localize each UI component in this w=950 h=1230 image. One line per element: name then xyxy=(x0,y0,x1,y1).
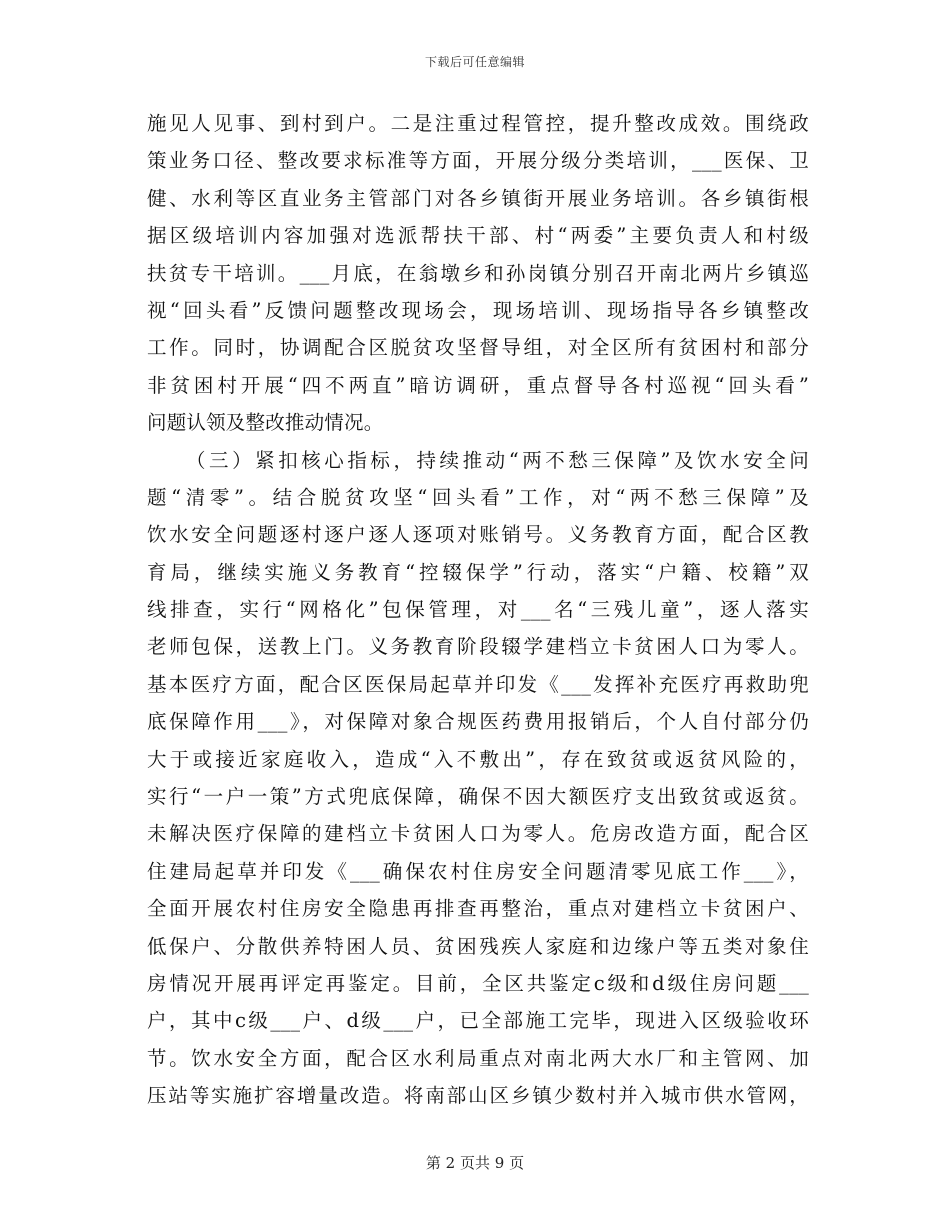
text-line: 户，其中c级___户、d级___户，已全部施工完毕，现进入区级验收环 xyxy=(147,1009,809,1033)
text-line: 全面开展农村住房安全隐患再排查再整治，重点对建档立卡贫困户、 xyxy=(147,897,809,921)
page-header: 下载后可任意编辑 xyxy=(424,55,525,69)
text-line: 未解决医疗保障的建档立卡贫困人口为零人。危房改造方面，配合区 xyxy=(147,822,809,846)
text-line: 住建局起草并印发《___确保农村住房安全问题清零见底工作___》， xyxy=(147,859,809,883)
text-line: 施见人见事、到村到户。二是注重过程管控，提升整改成效。围绕政 xyxy=(147,112,809,135)
text-line: 饮水安全问题逐村逐户逐人逐项对账销号。义务教育方面，配合区教 xyxy=(147,523,809,547)
text-line: 实行“一户一策”方式兜底保障，确保不因大额医疗支出致贫或返贫。 xyxy=(147,785,809,809)
text-line: 题“清零”。结合脱贫攻坚“回头看”工作，对“两不愁三保障”及 xyxy=(147,485,809,509)
text-line: 视“回头看”反馈问题整改现场会，现场培训、现场指导各乡镇整改 xyxy=(147,298,809,322)
text-line: 基本医疗方面，配合区医保局起草并印发《___发挥补充医疗再救助兜 xyxy=(147,672,809,696)
text-line: 大于或接近家庭收入，造成“入不敷出”，存在致贫或返贫风险的， xyxy=(147,747,809,771)
text-line: 老师包保，送教上门。义务教育阶段辍学建档立卡贫困人口为零人。 xyxy=(147,635,809,659)
document-body xyxy=(147,105,809,1115)
text-line: 低保户、分散供养特困人员、贫困残疾人家庭和边缘户等五类对象住 xyxy=(147,934,809,958)
paragraph-end-line: 问题认领及整改推动情况。 xyxy=(147,411,384,435)
text-line: 线排查，实行“网格化”包保管理，对___名“三残儿童”，逐人落实 xyxy=(147,598,809,622)
text-line: 工作。同时，协调配合区脱贫攻坚督导组，对全区所有贫困村和部分 xyxy=(147,336,809,360)
page-number: 第 2 页共 9 页 xyxy=(425,1154,525,1172)
text-line: 据区级培训内容加强对选派帮扶干部、村“两委”主要负责人和村级 xyxy=(147,224,809,248)
text-line: 策业务口径、整改要求标准等方面，开展分级分类培训，___医保、卫 xyxy=(147,149,809,173)
text-line: 压站等实施扩容增量改造。将南部山区乡镇少数村并入城市供水管网， xyxy=(147,1084,809,1108)
text-line: 非贫困村开展“四不两直”暗访调研，重点督导各村巡视“回头看” xyxy=(147,373,809,397)
text-line: 节。饮水安全方面，配合区水利局重点对南北两大水厂和主管网、加 xyxy=(147,1046,809,1070)
text-line: 扶贫专干培训。___月底，在翁墩乡和孙岗镇分别召开南北两片乡镇巡 xyxy=(147,261,809,285)
section-heading-line: （三）紧扣核心指标，持续推动“两不愁三保障”及饮水安全问 xyxy=(186,448,809,472)
text-line: 底保障作用___》，对保障对象合规医药费用报销后，个人自付部分仍 xyxy=(147,710,809,734)
text-line: 育局，继续实施义务教育“控辍保学”行动，落实“户籍、校籍”双 xyxy=(147,560,809,584)
text-line: 房情况开展再评定再鉴定。目前，全区共鉴定c级和d级住房问题___ xyxy=(147,971,809,995)
text-line: 健、水利等区直业务主管部门对各乡镇街开展业务培训。各乡镇街根 xyxy=(147,186,809,210)
